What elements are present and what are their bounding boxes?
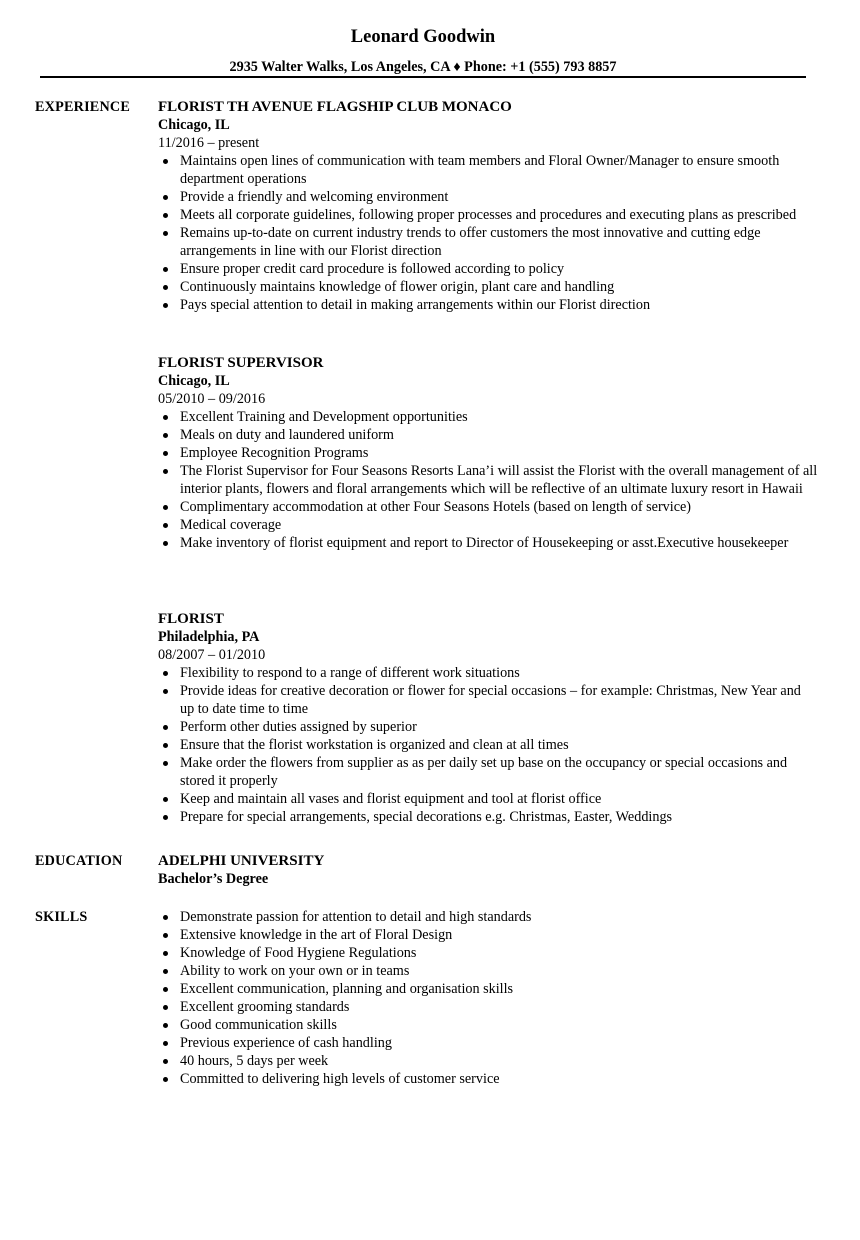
bullet-item: Complimentary accommodation at other Four Seasons Hotels (based on length of service) <box>158 498 818 516</box>
section-label-education: EDUCATION <box>35 853 123 869</box>
bullet-item: Flexibility to respond to a range of different work situations <box>158 664 818 682</box>
bullet-item: Medical coverage <box>158 516 818 534</box>
skill-item: Knowledge of Food Hygiene Regulations <box>158 944 818 962</box>
job-entry <box>158 354 818 552</box>
bullet-item: Pays special attention to detail in making arrangements within our Florist direction <box>158 296 818 314</box>
skill-item: Committed to delivering high levels of customer service <box>158 1070 818 1088</box>
skill-item: Ability to work on your own or in teams <box>158 962 818 980</box>
skill-item: 40 hours, 5 days per week <box>158 1052 818 1070</box>
bullet-item: Prepare for special arrangements, special decorations e.g. Christmas, Easter, Weddings <box>158 808 818 826</box>
bullet-item: Provide ideas for creative decoration or flower for special occasions – for example: Christmas, New Year and up to date time to time <box>158 682 818 718</box>
candidate-name: Leonard Goodwin <box>350 27 496 47</box>
job-location: Chicago, IL <box>158 117 230 133</box>
job-location: Chicago, IL <box>158 373 230 389</box>
bullet-item: Meets all corporate guidelines, following proper processes and procedures and executing plans as prescribed <box>158 206 818 224</box>
section-label-experience: EXPERIENCE <box>35 99 131 115</box>
skills-list-block <box>158 908 818 1088</box>
degree: Bachelor’s Degree <box>158 871 269 887</box>
bullet-item: Keep and maintain all vases and florist equipment and tool at florist office <box>158 790 818 808</box>
job-title: FLORIST TH AVENUE FLAGSHIP CLUB MONACO <box>158 99 512 115</box>
bullet-item: Excellent Training and Development opportunities <box>158 408 818 426</box>
skill-item: Good communication skills <box>158 1016 818 1034</box>
job-dates: 08/2007 – 01/2010 <box>158 647 266 663</box>
job-title: FLORIST <box>158 611 224 627</box>
skills-list <box>158 908 818 1088</box>
skill-item: Demonstrate passion for attention to detail and high standards <box>158 908 818 926</box>
education-entry <box>158 852 818 888</box>
bullet-item: Continuously maintains knowledge of flower origin, plant care and handling <box>158 278 818 296</box>
bullet-item: Remains up-to-date on current industry trends to offer customers the most innovative and cutting edge arrangements in line with our Florist direction <box>158 224 818 260</box>
bullet-item: Perform other duties assigned by superior <box>158 718 818 736</box>
bullet-item: Employee Recognition Programs <box>158 444 818 462</box>
bullet-item: Ensure that the florist workstation is organized and clean at all times <box>158 736 818 754</box>
bullet-item: Maintains open lines of communication with team members and Floral Owner/Manager to ensure smooth department operations <box>158 152 818 188</box>
bullet-item: Ensure proper credit card procedure is followed according to policy <box>158 260 818 278</box>
skill-item: Extensive knowledge in the art of Floral Design <box>158 926 818 944</box>
job-bullets <box>158 152 818 314</box>
skill-item: Previous experience of cash handling <box>158 1034 818 1052</box>
bullet-item: Make order the flowers from supplier as as per daily set up base on the occupancy or special occasions and stored it properly <box>158 754 818 790</box>
job-location: Philadelphia, PA <box>158 629 260 645</box>
job-entry <box>158 98 818 314</box>
skill-item: Excellent grooming standards <box>158 998 818 1016</box>
contact-line: 2935 Walter Walks, Los Angeles, CA ♦ Phone: +1 (555) 793 8857 <box>229 59 617 75</box>
school-name: ADELPHI UNIVERSITY <box>158 853 325 869</box>
bullet-item: Meals on duty and laundered uniform <box>158 426 818 444</box>
job-bullets <box>158 408 818 552</box>
job-title: FLORIST SUPERVISOR <box>158 355 324 371</box>
bullet-item: Make inventory of florist equipment and report to Director of Housekeeping or asst.Executive housekeeper <box>158 534 818 552</box>
bullet-item: The Florist Supervisor for Four Seasons Resorts Lana’i will assist the Florist with the overall management of all interior plants, flowers and floral arrangements which will be reflective of an ultimate luxury resort in Hawaii <box>158 462 818 498</box>
job-entry <box>158 610 818 826</box>
job-dates: 05/2010 – 09/2016 <box>158 391 266 407</box>
header-divider <box>40 76 806 78</box>
section-label-skills: SKILLS <box>35 909 88 925</box>
job-bullets <box>158 664 818 826</box>
job-dates: 11/2016 – present <box>158 135 260 151</box>
skill-item: Excellent communication, planning and organisation skills <box>158 980 818 998</box>
bullet-item: Provide a friendly and welcoming environment <box>158 188 818 206</box>
